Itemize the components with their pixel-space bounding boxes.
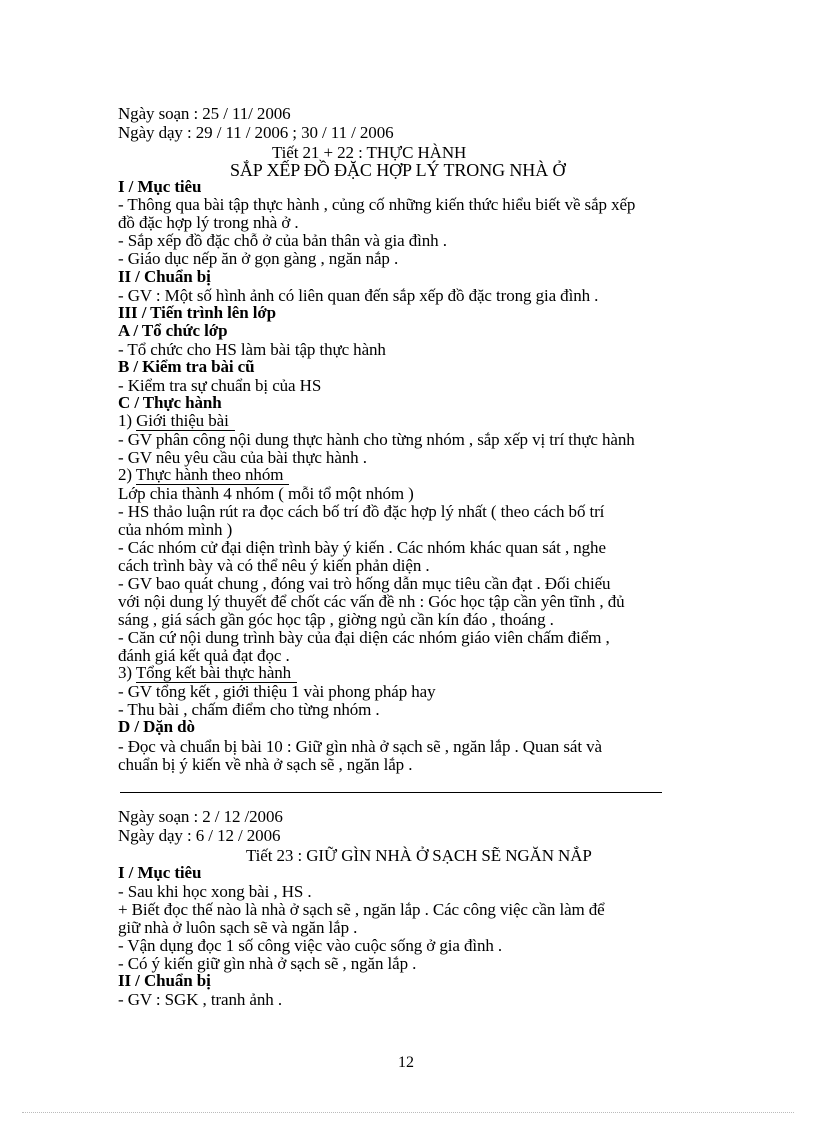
lesson-period: Tiết 21 + 22 : THỰC HÀNH (272, 143, 467, 162)
section-heading: II / Chuẩn bị (118, 971, 211, 990)
body-line: - Đọc và chuẩn bị bài 10 : Giữ gìn nhà ở sạch sẽ , ngăn lắp . Quan sát và (118, 737, 602, 756)
body-line: - Kiểm tra sự chuẩn bị của HS (118, 376, 322, 395)
page-number: 12 (398, 1054, 414, 1071)
lesson-title: SẮP XẾP ĐỒ ĐẶC HỢP LÝ TRONG NHÀ Ở (230, 160, 566, 180)
body-line: - Giáo dục nếp ăn ở gọn gàng , ngăn nắp . (118, 249, 399, 268)
body-line: - Sắp xếp đồ đặc chỗ ở của bản thân và gia đình . (118, 231, 447, 250)
date-taught: Ngày dạy : 29 / 11 / 2006 ; 30 / 11 / 2006 (118, 123, 394, 142)
body-line: - Tổ chức cho HS làm bài tập thực hành (118, 340, 386, 359)
body-line: - Thông qua bài tập thực hành , củng cố những kiến thức hiểu biết về sắp xếp (118, 195, 636, 214)
date-taught: Ngày dạy : 6 / 12 / 2006 (118, 826, 281, 845)
page-footer-border (22, 1112, 794, 1113)
item-number: 2) (118, 465, 132, 484)
numbered-item (118, 411, 235, 430)
section-heading: II / Chuẩn bị (118, 267, 211, 286)
body-line: - Vận dụng đọc 1 số công việc vào cuộc sống ở gia đình . (118, 936, 503, 955)
body-line: - Căn cứ nội dung trình bày của đại diện các nhóm giáo viên chấm điểm , (118, 628, 610, 647)
body-line: cách trình bày và có thể nêu ý kiến phản diện . (118, 556, 430, 575)
section-heading: I / Mục tiêu (118, 863, 202, 882)
body-line: với nội dung lý thuyết để chốt các vấn đề nh : Góc học tập cần yên tĩnh , đủ (118, 592, 625, 611)
item-title: Tổng kết bài thực hành (136, 663, 297, 683)
body-line: - GV tổng kết , giới thiệu 1 vài phong pháp hay (118, 682, 436, 701)
body-line: giữ nhà ở luôn sạch sẽ và ngăn lắp . (118, 918, 358, 937)
subsection-heading: A / Tổ chức lớp (118, 321, 228, 340)
subsection-heading: B / Kiểm tra bài cũ (118, 357, 255, 376)
body-line: - GV : Một số hình ảnh có liên quan đến sắp xếp đồ đặc trong gia đình . (118, 286, 599, 305)
body-line: - GV nêu yêu cầu của bài thực hành . (118, 448, 367, 467)
body-line: + Biết đọc thế nào là nhà ở sạch sẽ , ngăn lắp . Các công việc cần làm để (118, 900, 605, 919)
lesson-title: Tiết 23 : GIỮ GÌN NHÀ Ở SẠCH SẼ NGĂN NẮP (246, 846, 592, 865)
item-title: Giới thiệu bài (136, 411, 235, 431)
body-line: - GV phân công nội dung thực hành cho từng nhóm , sắp xếp vị trí thực hành (118, 430, 635, 449)
body-line: sáng , giá sách gần góc học tập , giờng ngủ cần kín đáo , thoáng . (118, 610, 554, 629)
item-number: 3) (118, 663, 132, 682)
body-line: của nhóm mình ) (118, 520, 233, 539)
body-line: - HS thảo luận rút ra đọc cách bố trí đồ đặc hợp lý nhất ( theo cách bố trí (118, 502, 605, 521)
numbered-item (118, 663, 297, 682)
body-line: - GV : SGK , tranh ảnh . (118, 990, 282, 1009)
subsection-heading: D / Dặn dò (118, 717, 195, 736)
body-line: đánh giá kết quả đạt đọc . (118, 646, 290, 665)
body-line: đồ đặc hợp lý trong nhà ở . (118, 213, 299, 232)
date-prepared: Ngày soạn : 2 / 12 /2006 (118, 807, 283, 826)
body-line: chuẩn bị ý kiến về nhà ở sạch sẽ , ngăn lắp . (118, 755, 413, 774)
body-line: - Các nhóm cử đại diện trình bày ý kiến . Các nhóm khác quan sát , nghe (118, 538, 606, 557)
numbered-item (118, 465, 289, 484)
section-heading: I / Mục tiêu (118, 177, 202, 196)
date-prepared: Ngày soạn : 25 / 11/ 2006 (118, 104, 291, 123)
section-heading: III / Tiến trình lên lớp (118, 303, 277, 322)
body-line: Lớp chia thành 4 nhóm ( mỗi tổ một nhóm ) (118, 484, 414, 503)
section-divider (120, 792, 662, 793)
body-line: - GV bao quát chung , đóng vai trò hống dẫn mục tiêu cần đạt . Đối chiếu (118, 574, 611, 593)
subsection-heading: C / Thực hành (118, 393, 222, 412)
body-line: - Thu bài , chấm điểm cho từng nhóm . (118, 700, 380, 719)
item-number: 1) (118, 411, 132, 430)
body-line: - Sau khi học xong bài , HS . (118, 882, 312, 901)
item-title: Thực hành theo nhóm (136, 465, 290, 485)
body-line: - Có ý kiến giữ gìn nhà ở sạch sẽ , ngăn lắp . (118, 954, 417, 973)
